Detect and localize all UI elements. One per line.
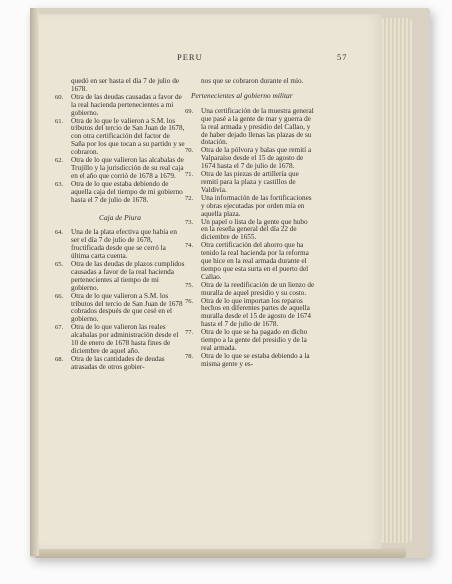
list-item [185, 171, 315, 195]
entry-number: 64. [55, 229, 64, 237]
section-title: Pertenecientes al gobierno militar [191, 90, 293, 100]
entry-text: Otra de las deudas de plazos cumplidos causadas a favor de la real hacienda pertenecientes al tiempo de mi gobierno. [71, 260, 185, 292]
list-item [185, 282, 315, 298]
entry-number: 60. [55, 93, 64, 101]
entry-text: Una información de las fortificaciones y obras ejecutadas por orden mía en aquella plaza. [201, 193, 312, 218]
continuation-text: nos que se cobraron durante el mío. [201, 77, 304, 85]
entry-text: Un papel o lista de la gente que hubo en la reseña general del día 22 de diciembre de 1655. [201, 217, 308, 242]
entry-text: Otra de lo que se estaba debiendo a la misma gente y es- [201, 351, 310, 368]
list-item [185, 353, 315, 369]
list-item [185, 329, 315, 353]
header-title: PERU [177, 52, 203, 62]
list-item [55, 261, 185, 293]
left-column [55, 78, 185, 372]
entry-text: Otra de la pólvora y balas que remití a Valparaíso desde el 15 de agosto de 1674 hasta el 7 de julio de 1678. [201, 146, 312, 171]
entry-number: 75. [185, 281, 194, 289]
list-item [185, 242, 315, 282]
entry-text: Una de la plata efectiva que había en ser el día 7 de julio de 1678, fructificada desde que se cerró la última carta cuenta. [71, 228, 177, 261]
entry-number: 74. [185, 242, 194, 250]
entry-number: 78. [185, 352, 194, 360]
entry-number: 71. [185, 171, 194, 179]
list-item [55, 118, 185, 158]
entry-text: Otra de lo que estaba debiendo de aquella caja del tiempo de mi gobierno hasta el 7 de julio de 1678. [71, 179, 183, 204]
entry-number: 69. [185, 107, 194, 115]
entry-number: 68. [55, 355, 64, 363]
list-item [55, 324, 185, 356]
list-item [55, 94, 185, 118]
page-bottom-edge [34, 548, 406, 558]
page-number: 57 [337, 52, 348, 62]
list-item [55, 229, 185, 261]
entry-text: Otra certificación del ahorro que ha tenido la real hacienda por la reforma que hice en la real armada durante el tiempo que esta surta en el puerto del Callao. [201, 241, 309, 281]
list-item [185, 195, 315, 219]
entry-number: 65. [55, 261, 64, 269]
right-column [185, 78, 315, 369]
entry-number: 61. [55, 117, 64, 125]
entry-text: Otra de las cantidades de deudas atrasadas de otros gobier- [71, 354, 165, 371]
book-spine-edge [30, 8, 39, 556]
entry-number: 77. [185, 329, 194, 337]
list-item [55, 181, 185, 205]
section-title: Caja de Piura [99, 212, 141, 222]
entry-text: Otra de lo que valieron las alcabalas de Trujillo y la jurisdicción de su real caja en el año que corrió de 1678 a 1679. [71, 156, 184, 180]
list-item [55, 356, 185, 372]
entry-text: Otra de lo que valieron a S.M. los tributos del tercio de San Juan de 1678 cobrados después de que cesé en el gobierno. [71, 291, 183, 324]
entry-list-a [55, 94, 185, 205]
entry-text: Otra de las deudas causadas a favor de la real hacienda pertenecientes a mi gobierno. [71, 92, 182, 117]
book-page [37, 14, 382, 549]
list-item [185, 298, 315, 330]
entry-number: 63. [55, 180, 64, 188]
list-item [55, 157, 185, 181]
entry-text: Otra de la reedificación de un lienzo de muralla de aquel presidio y su costo. [201, 280, 315, 297]
list-item [185, 108, 315, 148]
entry-number: 66. [55, 292, 64, 300]
entry-number: 70. [185, 147, 194, 155]
entry-number: 73. [185, 218, 194, 226]
entry-text: Otra de lo que importan los reparos hechos en diferentes partes de aquella muralla desde el 15 de agosto de 1674 hasta el 7 de julio de 1678. [201, 296, 311, 329]
list-item [185, 219, 315, 243]
entry-text: Otra de lo que le valieron a S.M. los tributos del tercio de San Juan de 1678, con otra certificación del factor de Saña por los que tocan a su partido y se cobraron. [71, 116, 185, 157]
entry-text: Otra de las piezas de artillería que remití para la plaza y castillos de Valdivia. [201, 170, 299, 194]
continuation-text: quedó en ser hasta el día 7 de julio de 1678. [71, 77, 179, 93]
entry-list-b [55, 229, 185, 371]
entry-list [185, 108, 315, 369]
entry-number: 76. [185, 297, 194, 305]
entry-text: Una certificación de la muestra general que pasé a la gente de mar y guerra de la real armada y presidio del Callao, y de haber dejado llenas las plazas de su dotación. [201, 106, 314, 147]
entry-number: 72. [185, 194, 194, 202]
entry-number: 67. [55, 324, 64, 332]
page-fore-edge [382, 18, 412, 543]
entry-text: Otra de lo que se ha pagado en dicho tiempo a la gente del presidio y de la real armada. [201, 328, 308, 352]
entry-number: 62. [55, 157, 64, 165]
list-item [55, 293, 185, 325]
entry-text: Otra de lo que valieron las reales alcabalas por administración desde el 10 de enero de 1678 hasta fines de diciembre de aquel año. [71, 323, 179, 355]
list-item [185, 147, 315, 171]
running-header [37, 52, 382, 64]
